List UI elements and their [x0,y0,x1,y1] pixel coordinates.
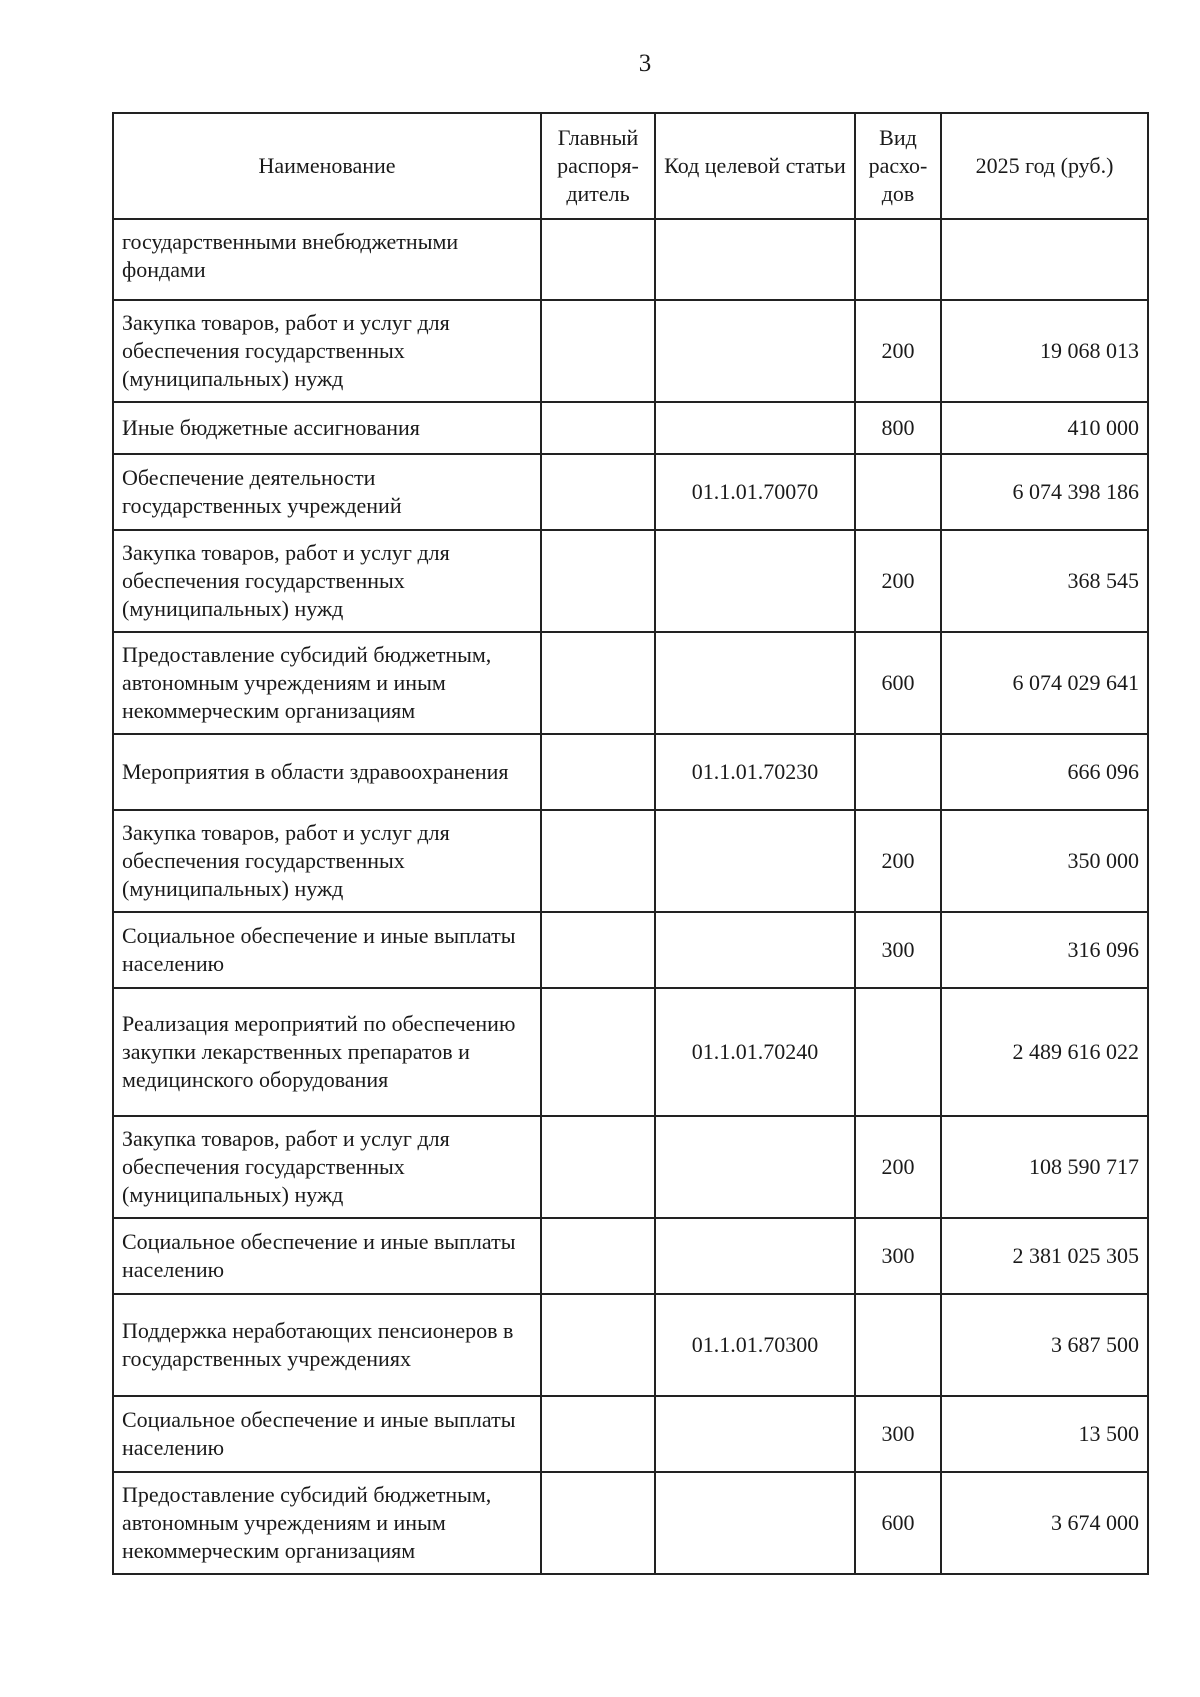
cell-code: 01.1.01.70240 [655,988,855,1116]
cell-type: 300 [855,912,941,988]
cell-amount: 6 074 029 641 [941,632,1148,734]
cell-type: 800 [855,402,941,454]
cell-code [655,1472,855,1574]
header-amount-2025: 2025 год (руб.) [941,113,1148,219]
cell-code [655,1116,855,1218]
table-row [113,219,1148,300]
cell-type [855,1294,941,1396]
cell-type [855,734,941,810]
cell-manager [541,1472,655,1574]
cell-amount: 19 068 013 [941,300,1148,402]
table-row [113,1396,1148,1472]
cell-amount: 368 545 [941,530,1148,632]
cell-code: 01.1.01.70070 [655,454,855,530]
cell-name: Закупка товаров, работ и услуг для обеспечения государственных (муниципальных) нужд [113,1116,541,1218]
header-expense-type: Вид расхо-дов [855,113,941,219]
table-row [113,1116,1148,1218]
page-number: 3 [638,50,652,77]
cell-code [655,1396,855,1472]
cell-name: Предоставление субсидий бюджетным, автономным учреждениям и иным некоммерческим организациям [113,632,541,734]
cell-amount: 3 674 000 [941,1472,1148,1574]
header-name: Наименование [113,113,541,219]
budget-table [112,112,1149,1575]
cell-code [655,300,855,402]
cell-code [655,219,855,300]
table-row [113,810,1148,912]
header-target-code: Код целевой статьи [655,113,855,219]
header-main-manager: Главный распоря-дитель [541,113,655,219]
cell-code [655,402,855,454]
cell-name: Предоставление субсидий бюджетным, автономным учреждениям и иным некоммерческим организациям [113,1472,541,1574]
cell-manager [541,912,655,988]
table-row [113,632,1148,734]
cell-type: 600 [855,1472,941,1574]
cell-amount: 2 381 025 305 [941,1218,1148,1294]
cell-amount: 108 590 717 [941,1116,1148,1218]
cell-code: 01.1.01.70230 [655,734,855,810]
table-row [113,988,1148,1116]
cell-amount: 350 000 [941,810,1148,912]
cell-name: Иные бюджетные ассигнования [113,402,541,454]
cell-amount: 2 489 616 022 [941,988,1148,1116]
table-row [113,300,1148,402]
table-row [113,454,1148,530]
cell-name: Закупка товаров, работ и услуг для обеспечения государственных (муниципальных) нужд [113,300,541,402]
cell-name: Социальное обеспечение и иные выплаты населению [113,912,541,988]
cell-amount: 3 687 500 [941,1294,1148,1396]
table-row [113,530,1148,632]
table-row [113,1294,1148,1396]
cell-manager [541,1396,655,1472]
cell-type: 300 [855,1218,941,1294]
cell-code [655,530,855,632]
table-row [113,1472,1148,1574]
cell-type [855,988,941,1116]
cell-manager [541,402,655,454]
table-header-row [113,113,1148,219]
cell-manager [541,1116,655,1218]
cell-manager [541,454,655,530]
cell-name: Обеспечение деятельности государственных учреждений [113,454,541,530]
cell-name: Поддержка неработающих пенсионеров в государственных учреждениях [113,1294,541,1396]
cell-manager [541,530,655,632]
cell-name: Мероприятия в области здравоохранения [113,734,541,810]
cell-manager [541,734,655,810]
cell-manager [541,1218,655,1294]
cell-type: 200 [855,1116,941,1218]
table-row [113,1218,1148,1294]
cell-type: 200 [855,810,941,912]
cell-amount: 666 096 [941,734,1148,810]
cell-manager [541,219,655,300]
cell-name: Социальное обеспечение и иные выплаты населению [113,1218,541,1294]
cell-amount [941,219,1148,300]
cell-name: Закупка товаров, работ и услуг для обеспечения государственных (муниципальных) нужд [113,810,541,912]
cell-type [855,454,941,530]
cell-name: Реализация мероприятий по обеспечению закупки лекарственных препаратов и медицинского оборудования [113,988,541,1116]
cell-name: государственными внебюджетными фондами [113,219,541,300]
cell-code [655,912,855,988]
cell-manager [541,988,655,1116]
cell-type: 300 [855,1396,941,1472]
table-row [113,734,1148,810]
cell-manager [541,632,655,734]
cell-type: 200 [855,530,941,632]
cell-code: 01.1.01.70300 [655,1294,855,1396]
cell-type: 200 [855,300,941,402]
cell-amount: 6 074 398 186 [941,454,1148,530]
cell-amount: 316 096 [941,912,1148,988]
cell-type: 600 [855,632,941,734]
cell-code [655,810,855,912]
cell-manager [541,810,655,912]
cell-name: Социальное обеспечение и иные выплаты населению [113,1396,541,1472]
cell-type [855,219,941,300]
cell-name: Закупка товаров, работ и услуг для обеспечения государственных (муниципальных) нужд [113,530,541,632]
cell-amount: 410 000 [941,402,1148,454]
cell-code [655,1218,855,1294]
table-row [113,402,1148,454]
cell-amount: 13 500 [941,1396,1148,1472]
cell-manager [541,1294,655,1396]
table-row [113,912,1148,988]
cell-code [655,632,855,734]
cell-manager [541,300,655,402]
